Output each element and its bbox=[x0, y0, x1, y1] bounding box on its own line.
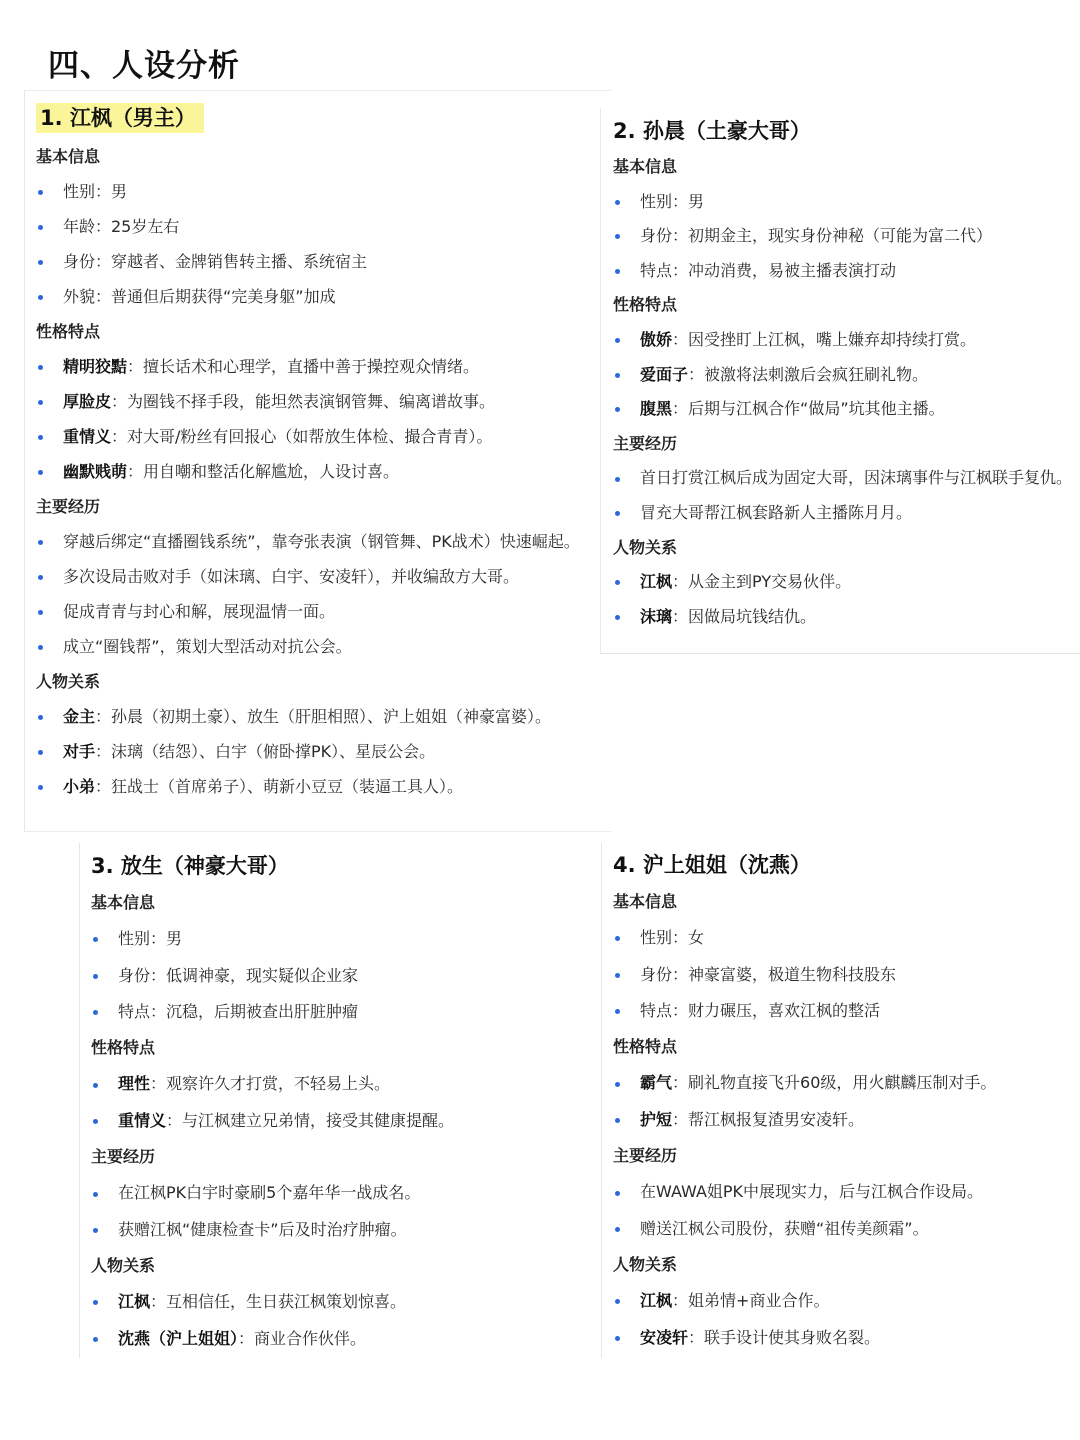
list-item bbox=[36, 279, 580, 314]
section-heading: 人物关系 bbox=[36, 672, 101, 691]
item-separator: ： bbox=[127, 462, 144, 481]
item-separator: ： bbox=[111, 392, 128, 411]
section-heading: 主要经历 bbox=[36, 497, 101, 516]
bullet-list bbox=[36, 174, 580, 314]
item-text: 穿越后绑定“直播圈钱系统”，靠夸张表演（钢管舞、PK战术）快速崛起。 bbox=[63, 532, 580, 551]
item-text: 获赠江枫“健康检查卡”后及时治疗肿瘤。 bbox=[118, 1219, 407, 1239]
item-text: 特点：财力碾压，喜欢江枫的整活 bbox=[640, 1000, 881, 1020]
item-text: 特点：冲动消费，易被主播表演打动 bbox=[640, 260, 897, 280]
bullet-list bbox=[613, 185, 1072, 289]
item-separator: ： bbox=[95, 777, 112, 796]
section-heading: 主要经历 bbox=[613, 433, 678, 453]
item-text: 被激将法刺激后会疯狂刷礼物。 bbox=[704, 364, 929, 384]
item-text: 沫璃（结怨）、白宇（俯卧撑PK）、星辰公会。 bbox=[111, 742, 436, 761]
item-text: 身份：穿越者、金牌销售转主播、系统宿主 bbox=[63, 252, 368, 271]
item-text: 赠送江枫公司股份，获赠“祖传美颜霜”。 bbox=[640, 1218, 929, 1238]
section-heading: 性格特点 bbox=[613, 295, 678, 315]
list-item bbox=[36, 629, 580, 664]
list-item bbox=[36, 699, 580, 734]
item-key: 江枫 bbox=[118, 1292, 151, 1312]
item-text: 促成青青与封心和解，展现温情一面。 bbox=[63, 602, 336, 621]
character-name: 2. 孙晨（土豪大哥） bbox=[613, 119, 811, 143]
list-item bbox=[613, 496, 1072, 531]
item-key: 幽默贱萌 bbox=[63, 462, 128, 481]
item-text: 因做局坑钱结仇。 bbox=[688, 606, 817, 626]
item-text: 对大哥/粉丝有回报心（如帮放生体检、撮合青青）。 bbox=[127, 427, 493, 446]
item-text: 狂战士（首席弟子）、萌新小豆豆（装逼工具人）。 bbox=[111, 777, 464, 796]
item-text: 冒充大哥帮江枫套路新人主播陈月月。 bbox=[640, 502, 913, 522]
list-item bbox=[36, 419, 580, 454]
list-item bbox=[36, 209, 580, 244]
list-item bbox=[613, 920, 996, 956]
item-text: 孙晨（初期土豪）、放生（肝胆相照）、沪上姐姐（神豪富婆）。 bbox=[111, 707, 552, 726]
item-separator: ： bbox=[688, 1327, 705, 1347]
character-card bbox=[600, 108, 1080, 654]
list-item bbox=[613, 1174, 996, 1210]
bullet-list bbox=[613, 1065, 996, 1138]
item-text: 联手设计使其身败名裂。 bbox=[704, 1327, 881, 1347]
bullet-list bbox=[91, 1284, 454, 1357]
item-text: 身份：神豪富婆，极道生物科技股东 bbox=[640, 964, 897, 984]
item-key: 金主 bbox=[63, 707, 96, 726]
item-text: 在WAWA姐PK中展现实力，后与江枫合作设局。 bbox=[640, 1182, 984, 1202]
item-key: 安凌轩 bbox=[640, 1327, 689, 1347]
list-item bbox=[91, 1175, 454, 1211]
item-separator: ： bbox=[150, 1074, 167, 1094]
item-key: 沫璃 bbox=[640, 606, 673, 626]
item-text: 身份：低调神豪，现实疑似企业家 bbox=[118, 965, 359, 985]
section-heading: 人物关系 bbox=[613, 1254, 678, 1274]
list-item bbox=[613, 957, 996, 993]
list-item bbox=[91, 1321, 454, 1357]
item-text: 特点：沉稳，后期被查出肝脏肿瘤 bbox=[118, 1001, 359, 1021]
item-text: 擅长话术和心理学，直播中善于操控观众情绪。 bbox=[143, 357, 480, 376]
list-item bbox=[36, 594, 580, 629]
list-item bbox=[613, 1211, 996, 1247]
list-item bbox=[91, 1066, 454, 1102]
list-item bbox=[613, 600, 1072, 635]
list-item bbox=[91, 958, 454, 994]
list-item bbox=[36, 174, 580, 209]
item-separator: ： bbox=[672, 1109, 689, 1129]
list-item bbox=[613, 254, 1072, 289]
item-separator: ： bbox=[150, 1292, 167, 1312]
list-item bbox=[36, 559, 580, 594]
list-item bbox=[613, 993, 996, 1029]
item-key: 小弟 bbox=[63, 777, 96, 796]
item-key: 重情义 bbox=[63, 427, 112, 446]
item-key: 江枫 bbox=[640, 572, 673, 592]
item-text: 姐弟情+商业合作。 bbox=[688, 1291, 830, 1311]
list-item bbox=[613, 392, 1072, 427]
character-card bbox=[79, 843, 600, 1358]
item-separator: ： bbox=[111, 427, 128, 446]
section-heading: 人物关系 bbox=[91, 1255, 156, 1275]
card-content bbox=[36, 103, 580, 804]
item-text: 性别：男 bbox=[63, 182, 128, 201]
item-text: 用自嘲和整活化解尴尬，人设讨喜。 bbox=[143, 462, 400, 481]
item-text: 在江枫PK白宇时豪刷5个嘉年华一战成名。 bbox=[118, 1183, 421, 1203]
character-card bbox=[24, 90, 611, 832]
item-key: 沈燕（沪上姐姐） bbox=[118, 1328, 239, 1348]
character-card bbox=[601, 843, 1080, 1358]
section-heading: 基本信息 bbox=[613, 892, 678, 911]
list-item bbox=[613, 185, 1072, 220]
item-text: 首日打赏江枫后成为固定大哥，因沫璃事件与江枫联手复仇。 bbox=[640, 468, 1073, 488]
item-text: 刷礼物直接飞升60级，用火麒麟压制对手。 bbox=[688, 1073, 997, 1093]
bullet-list bbox=[613, 1174, 996, 1247]
item-separator: ： bbox=[95, 742, 112, 761]
list-item bbox=[613, 1283, 996, 1319]
bullet-list bbox=[91, 921, 454, 1030]
list-item bbox=[613, 323, 1072, 358]
list-item bbox=[613, 219, 1072, 254]
item-text: 身份：初期金主，现实身份神秘（可能为富二代） bbox=[640, 226, 993, 246]
bullet-list bbox=[613, 920, 996, 1029]
item-separator: ： bbox=[238, 1328, 255, 1348]
item-key: 江枫 bbox=[640, 1291, 673, 1311]
character-name: 3. 放生（神豪大哥） bbox=[91, 854, 289, 878]
character-name: 4. 沪上姐姐（沈燕） bbox=[613, 853, 811, 877]
list-item bbox=[91, 1103, 454, 1139]
item-separator: ： bbox=[672, 1073, 689, 1093]
item-key: 厚脸皮 bbox=[63, 392, 112, 411]
section-heading: 主要经历 bbox=[613, 1146, 678, 1166]
item-text: 商业合作伙伴。 bbox=[254, 1328, 367, 1348]
list-item bbox=[613, 1102, 996, 1138]
section-heading: 人物关系 bbox=[613, 537, 678, 557]
item-text: 帮江枫报复渣男安凌轩。 bbox=[688, 1109, 865, 1129]
card-content bbox=[613, 847, 996, 1356]
section-heading: 基本信息 bbox=[36, 147, 101, 166]
item-text: 观察许久才打赏，不轻易上头。 bbox=[166, 1074, 391, 1094]
bullet-list bbox=[91, 1066, 454, 1139]
section-heading: 性格特点 bbox=[36, 322, 101, 341]
item-text: 互相信任，生日获江枫策划惊喜。 bbox=[166, 1292, 407, 1312]
list-item bbox=[613, 358, 1072, 393]
item-separator: ： bbox=[672, 399, 689, 419]
bullet-list bbox=[36, 524, 580, 664]
list-item bbox=[613, 461, 1072, 496]
item-text: 与江枫建立兄弟情，接受其健康提醒。 bbox=[182, 1110, 455, 1130]
list-item bbox=[91, 1284, 454, 1320]
item-separator: ： bbox=[166, 1110, 183, 1130]
card-content bbox=[91, 848, 454, 1357]
item-key: 护短 bbox=[640, 1109, 673, 1129]
item-text: 后期与江枫合作“做局”坑其他主播。 bbox=[688, 399, 945, 419]
bullet-list bbox=[613, 323, 1072, 427]
item-text: 因受挫盯上江枫，嘴上嫌弃却持续打赏。 bbox=[688, 329, 977, 349]
bullet-list bbox=[36, 699, 580, 804]
item-separator: ： bbox=[672, 329, 689, 349]
item-key: 对手 bbox=[63, 742, 96, 761]
item-text: 性别：女 bbox=[640, 928, 705, 948]
bullet-list bbox=[613, 461, 1072, 530]
bullet-list bbox=[613, 1283, 996, 1356]
page-title: 四、人设分析 bbox=[48, 48, 240, 84]
item-text: 从金主到PY交易伙伴。 bbox=[688, 572, 852, 592]
item-separator: ： bbox=[672, 1291, 689, 1311]
item-key: 腹黑 bbox=[640, 399, 673, 419]
item-key: 霸气 bbox=[640, 1073, 673, 1093]
item-key: 爱面子 bbox=[640, 364, 689, 384]
list-item bbox=[613, 565, 1072, 600]
item-text: 年龄：25岁左右 bbox=[63, 217, 180, 236]
item-key: 傲娇 bbox=[640, 329, 673, 349]
item-key: 理性 bbox=[118, 1074, 151, 1094]
item-separator: ： bbox=[127, 357, 144, 376]
item-text: 外貌：普通但后期获得“完美身躯”加成 bbox=[63, 287, 336, 306]
list-item bbox=[36, 349, 580, 384]
section-heading: 主要经历 bbox=[91, 1147, 156, 1167]
list-item bbox=[36, 734, 580, 769]
item-key: 重情义 bbox=[118, 1110, 167, 1130]
list-item bbox=[36, 454, 580, 489]
list-item bbox=[613, 1065, 996, 1101]
card-content bbox=[613, 114, 1072, 634]
item-text: 成立“圈钱帮”，策划大型活动对抗公会。 bbox=[63, 637, 352, 656]
list-item bbox=[91, 921, 454, 957]
item-text: 为圈钱不择手段，能坦然表演钢管舞、编离谱故事。 bbox=[127, 392, 496, 411]
item-separator: ： bbox=[672, 606, 689, 626]
item-separator: ： bbox=[672, 572, 689, 592]
character-name: 1. 江枫（男主） bbox=[36, 103, 204, 133]
section-heading: 性格特点 bbox=[91, 1038, 156, 1058]
list-item bbox=[91, 994, 454, 1030]
list-item bbox=[613, 1320, 996, 1356]
section-heading: 性格特点 bbox=[613, 1037, 678, 1057]
item-separator: ： bbox=[95, 707, 112, 726]
bullet-list bbox=[613, 565, 1072, 634]
section-heading: 基本信息 bbox=[613, 157, 678, 176]
item-text: 性别：男 bbox=[640, 191, 705, 211]
list-item bbox=[36, 769, 580, 804]
item-text: 多次设局击败对手（如沫璃、白宇、安凌轩），并收编敌方大哥。 bbox=[63, 567, 520, 586]
bullet-list bbox=[36, 349, 580, 489]
bullet-list bbox=[91, 1175, 454, 1248]
list-item bbox=[36, 524, 580, 559]
item-text: 性别：男 bbox=[118, 929, 183, 949]
list-item bbox=[91, 1212, 454, 1248]
list-item bbox=[36, 384, 580, 419]
item-separator: ： bbox=[688, 364, 705, 384]
section-heading: 基本信息 bbox=[91, 893, 156, 912]
list-item bbox=[36, 244, 580, 279]
item-key: 精明狡黠 bbox=[63, 357, 128, 376]
